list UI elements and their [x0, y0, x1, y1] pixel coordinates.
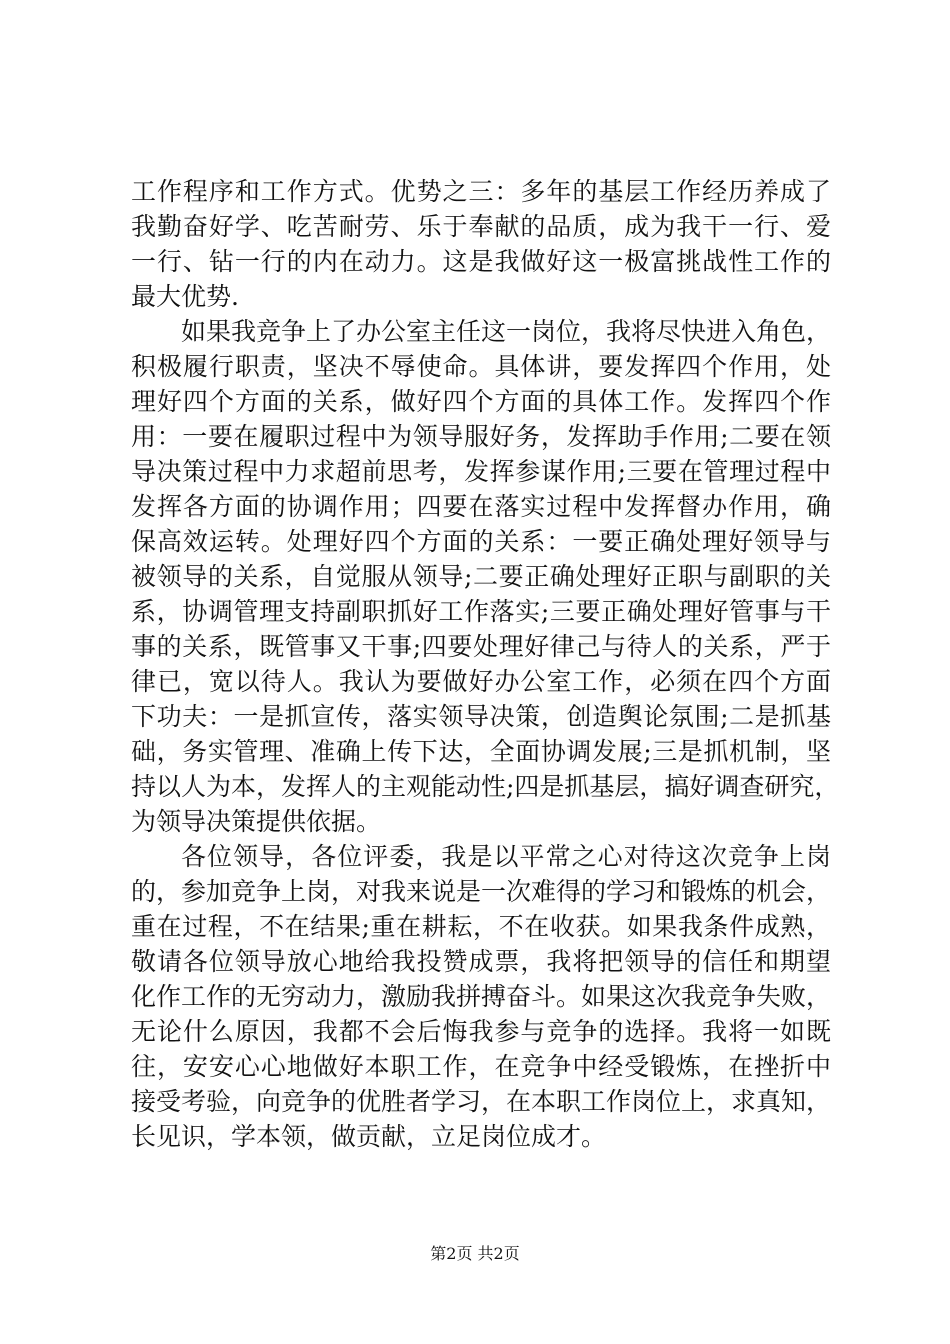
text-line: 发挥各方面的协调作用；四要在落实过程中发挥督办作用，确 [131, 492, 831, 521]
text-line: 保高效运转。处理好四个方面的关系：一要正确处理好领导与 [131, 527, 831, 556]
text-line: 重在过程，不在结果;重在耕耘，不在收获。如果我条件成熟， [131, 912, 831, 941]
text-line: 持以人为本，发挥人的主观能动性;四是抓基层，搞好调查研究， [131, 772, 840, 801]
text-line: 下功夫：一是抓宣传，落实领导决策，创造舆论氛围;二是抓基 [131, 702, 831, 731]
text-line: 用：一要在履职过程中为领导服好务，发挥助手作用;二要在领 [131, 422, 831, 451]
text-line: 往，安安心心地做好本职工作，在竞争中经受锻炼，在挫折中 [131, 1052, 831, 1081]
document-body [131, 174, 840, 1154]
text-line: 理好四个方面的关系，做好四个方面的具体工作。发挥四个作 [131, 387, 831, 416]
text-line: 础，务实管理、准确上传下达，全面协调发展;三是抓机制，坚 [131, 737, 831, 766]
text-line: 化作工作的无穷动力，激励我拼搏奋斗。如果这次我竞争失败， [131, 982, 832, 1011]
text-line: 无论什么原因，我都不会后悔我参与竞争的选择。我将一如既 [131, 1017, 831, 1046]
text-line: 积极履行职责，坚决不辱使命。具体讲，要发挥四个作用，处 [131, 352, 831, 381]
text-line: 为领导决策提供依据。 [131, 807, 382, 836]
text-line: 最大优势. [131, 282, 239, 311]
text-line: 导决策过程中力求超前思考，发挥参谋作用;三要在管理过程中 [131, 457, 831, 486]
text-line: 我勤奋好学、吃苦耐劳、乐于奉献的品质，成为我干一行、爱 [131, 212, 831, 241]
text-line: 事的关系，既管事又干事;四要处理好律己与待人的关系，严于 [131, 632, 831, 661]
text-line: 的，参加竞争上岗，对我来说是一次难得的学习和锻炼的机会， [131, 877, 832, 906]
text-line: 被领导的关系，自觉服从领导;二要正确处理好正职与副职的关 [131, 562, 831, 591]
text-line: 工作程序和工作方式。优势之三：多年的基层工作经历养成了 [131, 177, 831, 206]
page-number-footer: 第2页 共2页 [430, 1244, 520, 1263]
text-line: 长见识，学本领，做贡献，立足岗位成才。 [131, 1122, 607, 1151]
text-line: 系，协调管理支持副职抓好工作落实;三要正确处理好管事与干 [131, 597, 831, 626]
text-line: 一行、钻一行的内在动力。这是我做好这一极富挑战性工作的 [131, 247, 831, 276]
text-line: 敬请各位领导放心地给我投赞成票，我将把领导的信任和期望 [131, 947, 831, 976]
text-line: 律已，宽以待人。我认为要做好办公室工作，必须在四个方面 [131, 667, 831, 696]
paragraph-first-line: 各位领导，各位评委，我是以平常之心对待这次竞争上岗 [181, 842, 831, 871]
text-line: 接受考验，向竞争的优胜者学习，在本职工作岗位上，求真知， [131, 1087, 832, 1116]
paragraph-first-line: 如果我竞争上了办公室主任这一岗位，我将尽快进入角色， [181, 317, 832, 346]
